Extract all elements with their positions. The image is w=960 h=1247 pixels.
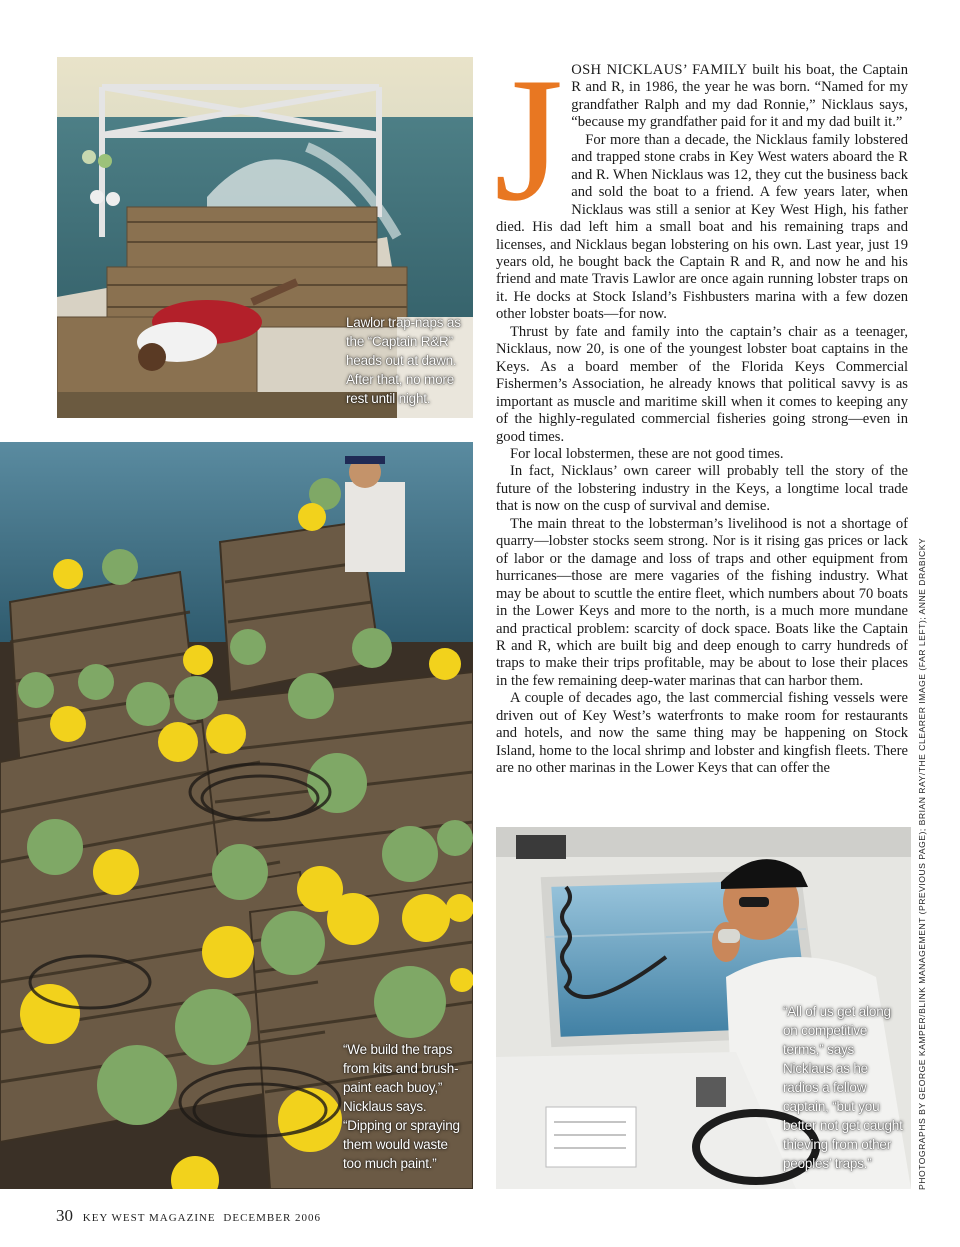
photo-caption: “We build the traps from kits and brush-paint each buoy,” Nicklaus says. “Dipping or spraying them would waste too much paint.”	[343, 1042, 460, 1171]
issue-date: DECEMBER 2006	[223, 1212, 322, 1224]
lead-in: OSH NICKLAUS’ FAMILY	[571, 62, 748, 78]
article-paragraph: For local lobstermen, these are not good times.	[510, 445, 784, 462]
article-paragraph: For more than a decade, the Nicklaus family lobstered and trapped stone crabs in Key West waters aboard the R and R. When Nicklaus was 12, they cut the business back and sold the boat to a friend. A few years later, when Nicklaus was still a senior at Key West High, his father died. His dad left him a small boat and his remaining traps and licenses, and Nicklaus began lobstering on his own. Last year, just 19 years old, he bought back the Captain R and R, and now he and his friend and mate Travis Lawlor are once again running lobster traps on it. He docks at Stock Island’s Fishbusters marina with a few dozen other lobster boats—for now.	[496, 131, 908, 323]
paragraph-text: built his boat, the Captain R and R, in 1986, the year he was born. “Named for my grandfather Ralph and my dad Ronnie,” Nicklaus says, “because my grandfather paid for it and my dad built it.”	[571, 62, 908, 131]
publication-name: KEY WEST MAGAZINE	[82, 1212, 216, 1224]
article-paragraph: A couple of decades ago, the last commercial fishing vessels were driven out of Key West’s waterfronts to make room for restaurants and hotels, and now the same thing may be happening on Stock Island, home to the local shrimp and lobster and kingfish fleets. There are no other marinas in the Lower Keys that can offer the	[496, 690, 908, 777]
photo-caption: Lawlor trap-naps as the “Captain R&R” heads out at dawn. After that, no more rest until night.	[346, 315, 461, 406]
article-paragraph: Thrust by fate and family into the captain’s chair as a teenager, Nicklaus, now 20, is one of the youngest lobster boat captains in the Keys. As a board member of the Florida Keys Commercial Fishermen’s Association, he already knows that political savvy is as important as muscle and maritime skill when it comes to keeping any of the highly-regulated commercial fisheries going strong—even in good times.	[496, 323, 908, 445]
photo-caption: “All of us get along on competitive terms,” says Nicklaus as he radios a fellow captain, “but you better not get caught thieving from other peoples’ traps.”	[783, 1004, 903, 1171]
article-paragraph: In fact, Nicklaus’ own career will probably tell the story of the future of the lobstering industry in the Keys, a longtime local trade that is now on the cusp of survival and demise.	[496, 463, 908, 515]
page-folio	[56, 1206, 321, 1226]
drop-cap: J	[494, 40, 564, 238]
photo-traps-and-buoys	[0, 442, 473, 1189]
photo-credit: PHOTOGRAPHS BY GEORGE KAMPER/BLINK MANAGEMENT (PREVIOUS PAGE); BRIAN RAY/THE CLEARER IMAGE (FAR LEFT); ANNE DRABICKY	[917, 537, 927, 1190]
photo-captain-on-radio	[496, 827, 911, 1189]
page-number: 30	[56, 1206, 73, 1225]
article-body	[494, 40, 908, 778]
article-paragraph: The main threat to the lobsterman’s livelihood is not a shortage of quarry—lobster stocks seem strong. Nor is it rising gas prices or lack of labor or the damage and loss of traps and other equipment from hurricanes—those are mere vagaries of the fishing industry. What may be about to scuttle the entire fleet, which numbers about 70 boats in the Lower Keys and more to the north, is a much more mundane and practical problem: scarcity of dock space. Boats like the Captain R and R, which are built big and deep enough to carry hundreds of traps to make their trips profitable, may be about to lose their places in the few remaining deep-water marinas that can harbor them.	[496, 515, 908, 689]
photo-boat-deck-dawn	[57, 57, 473, 418]
